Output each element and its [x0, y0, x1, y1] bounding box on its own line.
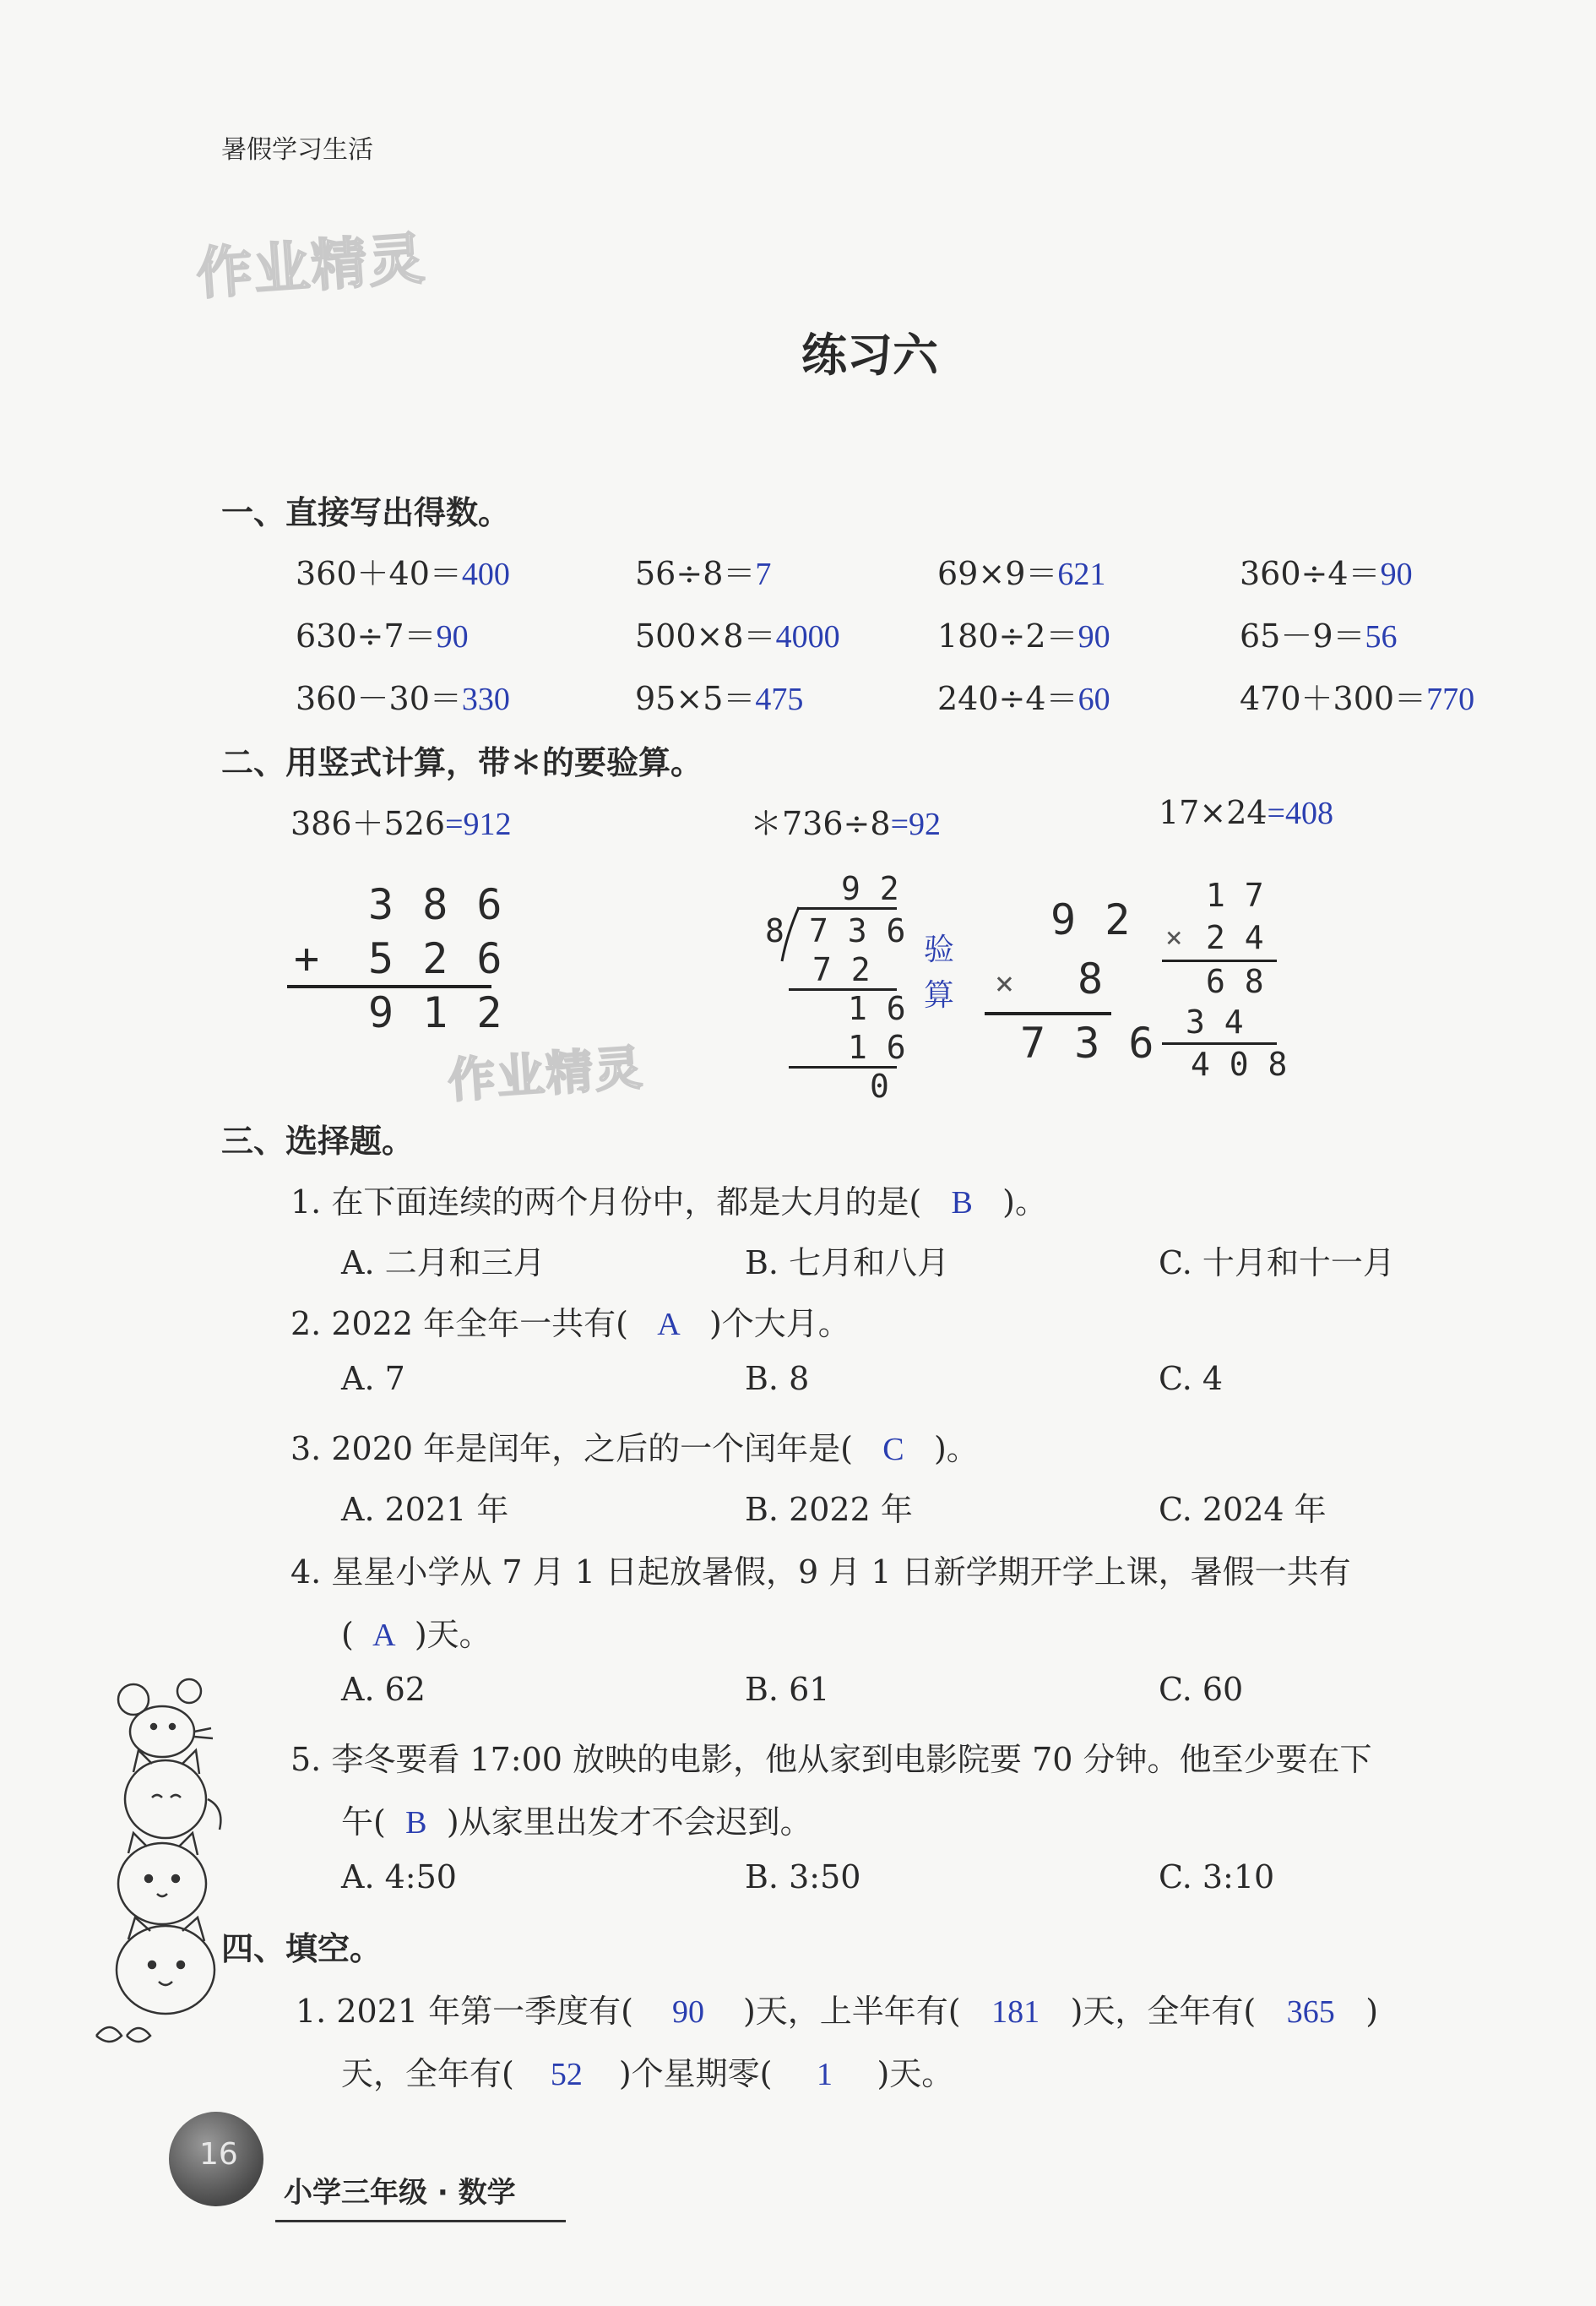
mental-math-item: [1240, 610, 1398, 656]
partial-product-1: 6 8: [1206, 963, 1264, 1000]
mental-math-answer: 7: [755, 557, 772, 592]
check-result: 7 3 6: [1020, 1019, 1156, 1068]
dividend: 7 3 6: [809, 912, 906, 949]
question-3: 3. 2020 年是闰年，之后的一个闰年是( C )。: [290, 1430, 979, 1467]
mental-math-item: [635, 672, 803, 719]
section-1-title: 一、直接写出得数。: [221, 494, 511, 531]
q5-option-c: C. 3:10: [1159, 1858, 1275, 1895]
question-1: 1. 在下面连续的两个月份中，都是大月的是( B )。: [290, 1183, 1047, 1221]
division-bracket: [780, 906, 802, 963]
sum-result: 9 1 2: [368, 988, 504, 1037]
section-4-title: 四、填空。: [221, 1930, 383, 1967]
cartoon-animals-illustration: [84, 1672, 236, 2061]
subtract-1: 7 2: [812, 951, 871, 988]
mental-math-item: [296, 672, 510, 719]
mental-math-answer: 475: [755, 682, 804, 717]
q2-option-a: A. 7: [341, 1360, 405, 1397]
q5-option-b: B. 3:50: [745, 1858, 861, 1895]
q1-option-b: B. 七月和八月: [745, 1244, 950, 1281]
q3-option-a: A. 2021 年: [341, 1491, 509, 1528]
fill-question-1-line-2: 天，全年有( 52 )个星期零( 1 )天。: [341, 2055, 954, 2092]
mental-math-answer: 90: [1380, 557, 1413, 592]
mental-math-question: 500×8＝: [635, 617, 776, 655]
mental-math-answer: 400: [461, 557, 510, 592]
question-4-line-1: 4. 星星小学从 7 月 1 日起放暑假，9 月 1 日新学期开学上课，暑假一共有: [290, 1553, 1351, 1591]
problem-3: 17×24=408: [1159, 794, 1333, 831]
q2-option-c: C. 4: [1159, 1360, 1224, 1397]
mental-math-item: [635, 547, 771, 594]
mental-math-question: 240÷4＝: [937, 680, 1078, 717]
mental-math-question: 630÷7＝: [296, 617, 437, 655]
q1-option-c: C. 十月和十一月: [1159, 1244, 1395, 1281]
times-sign: ×: [995, 965, 1014, 1002]
mental-math-question: 95×5＝: [635, 680, 756, 717]
mental-math-question: 360＋40＝: [296, 555, 462, 592]
mental-math-question: 69×9＝: [937, 555, 1058, 592]
mental-math-question: 65－9＝: [1240, 617, 1365, 655]
question-5-line-2: 午( B )从家里出发才不会迟到。: [341, 1803, 812, 1841]
mental-math-answer: 60: [1078, 682, 1110, 717]
mental-math-item: [937, 547, 1105, 594]
addend-bottom: 5 2 6: [368, 934, 504, 983]
problem-2: ＊736÷8=92: [750, 805, 941, 842]
section-3-title: 三、选择题。: [221, 1123, 415, 1160]
page-header: 暑假学习生活: [221, 135, 373, 165]
mental-math-item: [1240, 672, 1474, 719]
subtract-2: 1 6: [848, 1029, 906, 1066]
watermark-2: 作业精灵: [446, 1040, 646, 1110]
mul-times-sign: ×: [1165, 921, 1183, 954]
q5-option-a: A. 4:50: [341, 1858, 457, 1895]
plus-sign: +: [294, 934, 320, 983]
footer-rule: [275, 2220, 566, 2222]
mental-math-question: 360－30＝: [296, 680, 462, 717]
q3-option-b: B. 2022 年: [745, 1491, 913, 1528]
watermark: 作业精灵: [194, 226, 428, 307]
question-4-line-2: ( A )天。: [341, 1616, 491, 1653]
divisor: 8: [765, 912, 784, 949]
mental-math-question: 180÷2＝: [937, 617, 1078, 655]
mental-math-answer: 4000: [775, 619, 840, 655]
mental-math-answer: 90: [436, 619, 469, 655]
partial-product-2: 3 4: [1186, 1003, 1244, 1041]
section-2-title: 二、用竖式计算，带＊的要验算。: [221, 744, 703, 781]
mental-math-question: 360÷4＝: [1240, 555, 1381, 592]
addend-top: 3 8 6: [368, 880, 504, 929]
mental-math-question: 470＋300＝: [1240, 680, 1427, 717]
footer-subject: 小学三年级 · 数学: [284, 2176, 516, 2210]
mental-math-item: [937, 672, 1110, 719]
mul-result: 4 0 8: [1191, 1046, 1288, 1083]
check-top: 9 2: [1050, 895, 1132, 944]
mental-math-answer: 56: [1365, 619, 1398, 655]
mental-math-item: [1240, 547, 1413, 594]
q3-option-c: C. 2024 年: [1159, 1491, 1327, 1528]
q4-option-c: C. 60: [1159, 1671, 1244, 1708]
question-2: 2. 2022 年全年一共有( A )个大月。: [290, 1305, 850, 1342]
fill-question-1-line-1: 1. 2021 年第一季度有( 90 )天，上半年有( 181 )天，全年有( 365 ): [296, 1993, 1379, 2030]
q2-option-b: B. 8: [745, 1360, 810, 1397]
mul-top: 1 7: [1206, 877, 1264, 914]
mental-math-answer: 90: [1078, 619, 1110, 655]
mental-math-answer: 770: [1426, 682, 1475, 717]
problem-1: 386＋526=912: [290, 805, 512, 842]
mental-math-item: [937, 610, 1110, 656]
question-5-line-1: 5. 李冬要看 17:00 放映的电影，他从家到电影院要 70 分钟。他至少要在下: [290, 1741, 1372, 1778]
mental-math-item: [296, 610, 469, 656]
final-remainder: 0: [870, 1068, 889, 1105]
mul-bottom: 2 4: [1206, 919, 1264, 956]
check-bottom: 8: [1078, 954, 1104, 1003]
mental-math-answer: 330: [461, 682, 510, 717]
check-label-2: 算: [924, 978, 955, 1013]
q4-option-a: A. 62: [341, 1671, 426, 1708]
quotient: 9 2: [841, 870, 899, 907]
check-label-1: 验: [924, 933, 955, 967]
page-title: 练习六: [801, 329, 938, 382]
q1-option-a: A. 二月和三月: [341, 1244, 546, 1281]
page-number: 16: [199, 2137, 238, 2172]
mental-math-question: 56÷8＝: [635, 555, 756, 592]
remainder-1: 1 6: [848, 990, 906, 1027]
q4-option-b: B. 61: [745, 1671, 830, 1708]
mental-math-item: [296, 547, 510, 594]
mental-math-item: [635, 610, 840, 656]
mental-math-answer: 621: [1057, 557, 1106, 592]
